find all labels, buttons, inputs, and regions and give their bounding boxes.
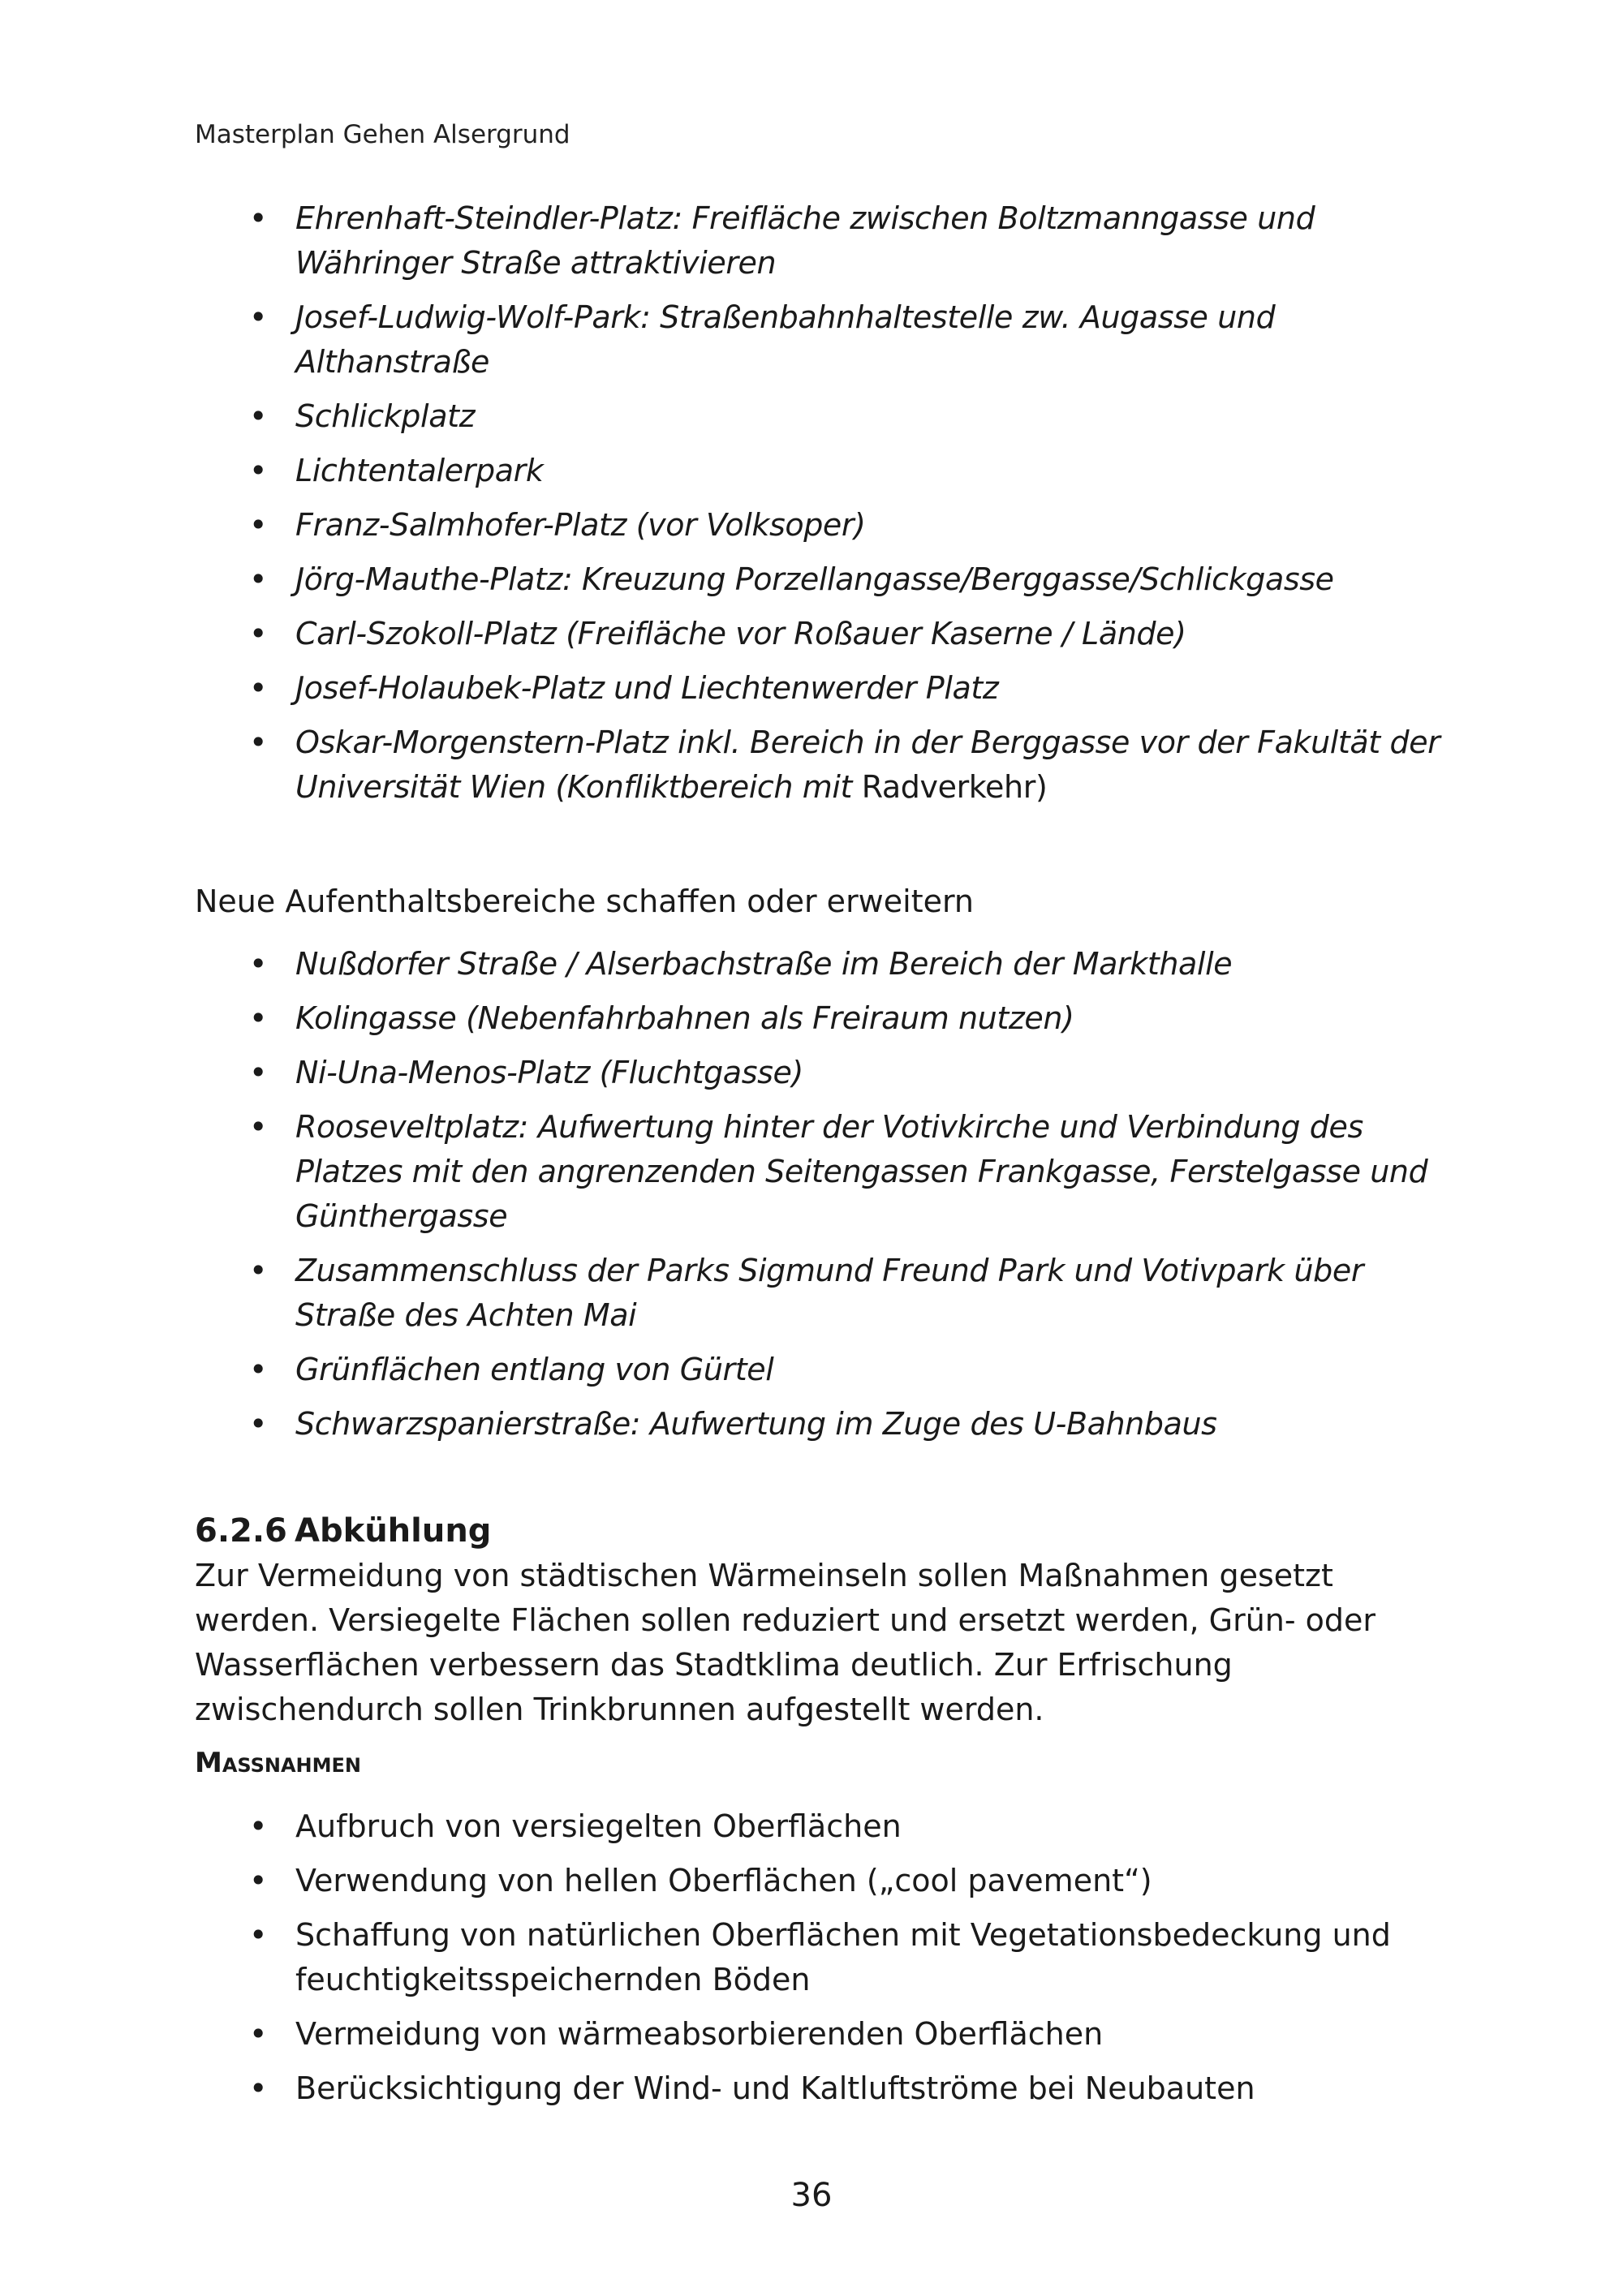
list-item-upright-text: Radverkehr) — [861, 769, 1048, 805]
list-item: • Jörg-Mauthe-Platz: Kreuzung Porzellangasse/Berggasse/Schlickgasse — [195, 557, 1444, 602]
section-6-2-6 — [195, 1509, 1444, 1782]
list-item — [195, 720, 1444, 810]
list-item: • Schaffung von natürlichen Oberflächen mit Vegetationsbedeckung und feuchtigkeitsspeichernden Böden — [195, 1913, 1444, 2002]
list-item: • Aufbruch von versiegelten Oberflächen — [195, 1804, 1444, 1849]
list-item-italic-text: Oskar-Morgenstern-Platz inkl. Bereich in der Berggasse vor der Fakultät der Universität Wien (Konfliktbereich mit — [295, 724, 1440, 805]
list-item: • Vermeidung von wärmeabsorbierenden Oberflächen — [195, 2012, 1444, 2057]
list-item: • Berücksichtigung der Wind- und Kaltluftströme bei Neubauten — [195, 2066, 1444, 2111]
list-item: • Grünflächen entlang von Gürtel — [195, 1348, 1444, 1392]
section-heading — [195, 1509, 1444, 1554]
section-title: Abkühlung — [295, 1512, 492, 1550]
squares-list-block — [195, 196, 1444, 819]
measures-list — [195, 1804, 1444, 2111]
list-item: • Ehrenhaft-Steindler-Platz: Freifläche zwischen Boltzmanngasse und Währinger Straße attraktivieren — [195, 196, 1444, 286]
list-item: • Josef-Ludwig-Wolf-Park: Straßenbahnhaltestelle zw. Augasse und Althanstraße — [195, 295, 1444, 385]
list-item: • Lichtentalerpark — [195, 449, 1444, 493]
list-item: • Ni-Una-Menos-Platz (Fluchtgasse) — [195, 1051, 1444, 1095]
new-areas-list — [195, 942, 1444, 1447]
list-item: • Nußdorfer Straße / Alserbachstraße im Bereich der Markthalle — [195, 942, 1444, 987]
section-intro: Neue Aufenthaltsbereiche schaffen oder erweitern — [195, 884, 975, 919]
measures-list-block — [195, 1804, 1444, 2121]
section-number: 6.2.6 — [195, 1512, 287, 1550]
new-areas-list-block — [195, 942, 1444, 1456]
list-item: • Rooseveltplatz: Aufwertung hinter der Votivkirche und Verbindung des Platzes mit den angrenzenden Seitengassen Frankgasse, Ferstelgasse und Günthergasse — [195, 1105, 1444, 1239]
list-item: • Kolingasse (Nebenfahrbahnen als Freiraum nutzen) — [195, 996, 1444, 1041]
list-item: • Schlickplatz — [195, 394, 1444, 439]
list-item: • Schwarzspanierstraße: Aufwertung im Zuge des U-Bahnbaus — [195, 1402, 1444, 1447]
list-item: • Carl-Szokoll-Platz (Freifläche vor Roßauer Kaserne / Lände) — [195, 612, 1444, 656]
running-header: Masterplan Gehen Alsergrund — [195, 120, 570, 149]
page-number: 36 — [790, 2177, 833, 2214]
list-item: • Verwendung von hellen Oberflächen („cool pavement“) — [195, 1859, 1444, 1903]
list-item: • Josef-Holaubek-Platz und Liechtenwerder Platz — [195, 666, 1444, 711]
squares-list — [195, 196, 1444, 810]
list-item: • Franz-Salmhofer-Platz (vor Volksoper) — [195, 503, 1444, 548]
measures-label: Maßnahmen — [195, 1747, 362, 1779]
body-paragraph: Zur Vermeidung von städtischen Wärmeinseln sollen Maßnahmen gesetzt werden. Versiegelte Flächen sollen reduziert und ersetzt werden, Grün- oder Wasserflächen verbessern das Stadtklima deutlich. Zur Erfrischung zwischendurch sollen Trinkbrunnen aufgestellt werden. — [195, 1558, 1376, 1727]
list-item: • Zusammenschluss der Parks Sigmund Freund Park und Votivpark über Straße des Achten Mai — [195, 1249, 1444, 1338]
